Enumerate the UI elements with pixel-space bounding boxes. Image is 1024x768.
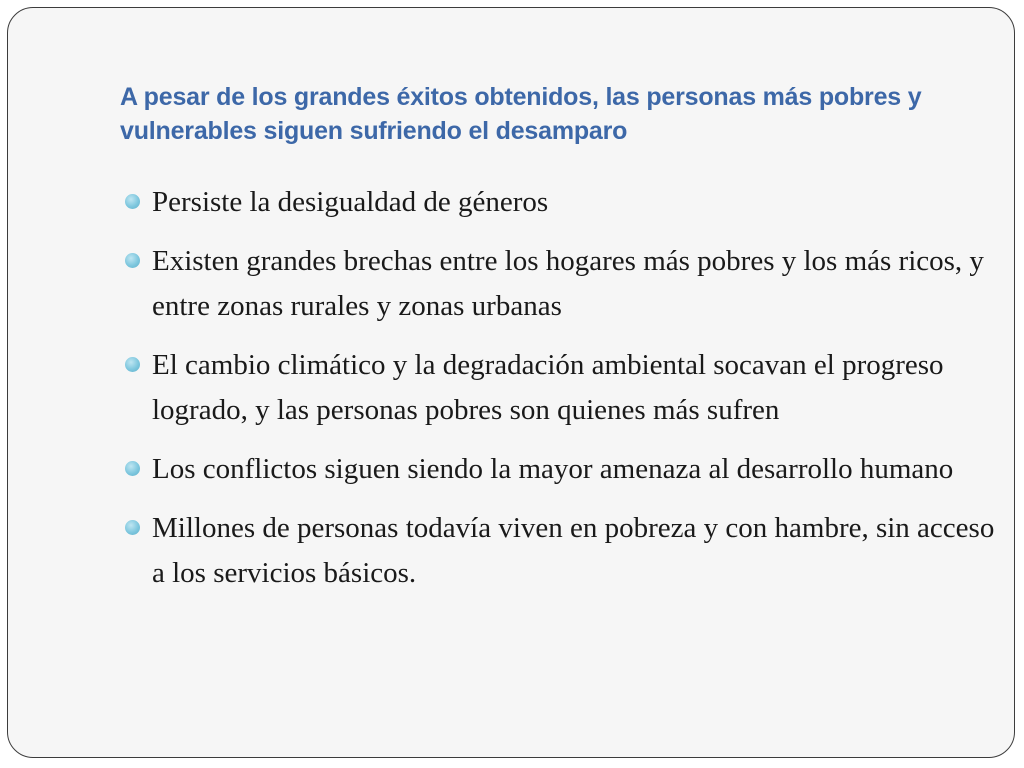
slide-frame [7, 7, 1015, 758]
bullet-item [125, 180, 995, 225]
bullet-item [125, 239, 995, 329]
bullet-text: Persiste la desigualdad de géneros [152, 186, 549, 218]
bullet-dot-icon [125, 357, 140, 372]
bullet-dot-icon [125, 194, 140, 209]
bullet-item [125, 343, 995, 433]
bullet-text: Existen grandes brechas entre los hogares más pobres y los más ricos, y entre zonas rurales y zonas urbanas [152, 245, 984, 322]
bullet-item [125, 447, 995, 492]
bullet-list [125, 180, 995, 610]
bullet-dot-icon [125, 520, 140, 535]
bullet-item [125, 506, 995, 596]
bullet-text: Millones de personas todavía viven en pobreza y con hambre, sin acceso a los servicios básicos. [152, 512, 995, 589]
bullet-text: El cambio climático y la degradación ambiental socavan el progreso logrado, y las personas pobres son quienes más sufren [152, 349, 944, 426]
bullet-text: Los conflictos siguen siendo la mayor amenaza al desarrollo humano [152, 453, 954, 485]
bullet-dot-icon [125, 253, 140, 268]
bullet-dot-icon [125, 461, 140, 476]
slide-title: A pesar de los grandes éxitos obtenidos, las personas más pobres y vulnerables siguen sufriendo el desamparo [120, 83, 922, 145]
